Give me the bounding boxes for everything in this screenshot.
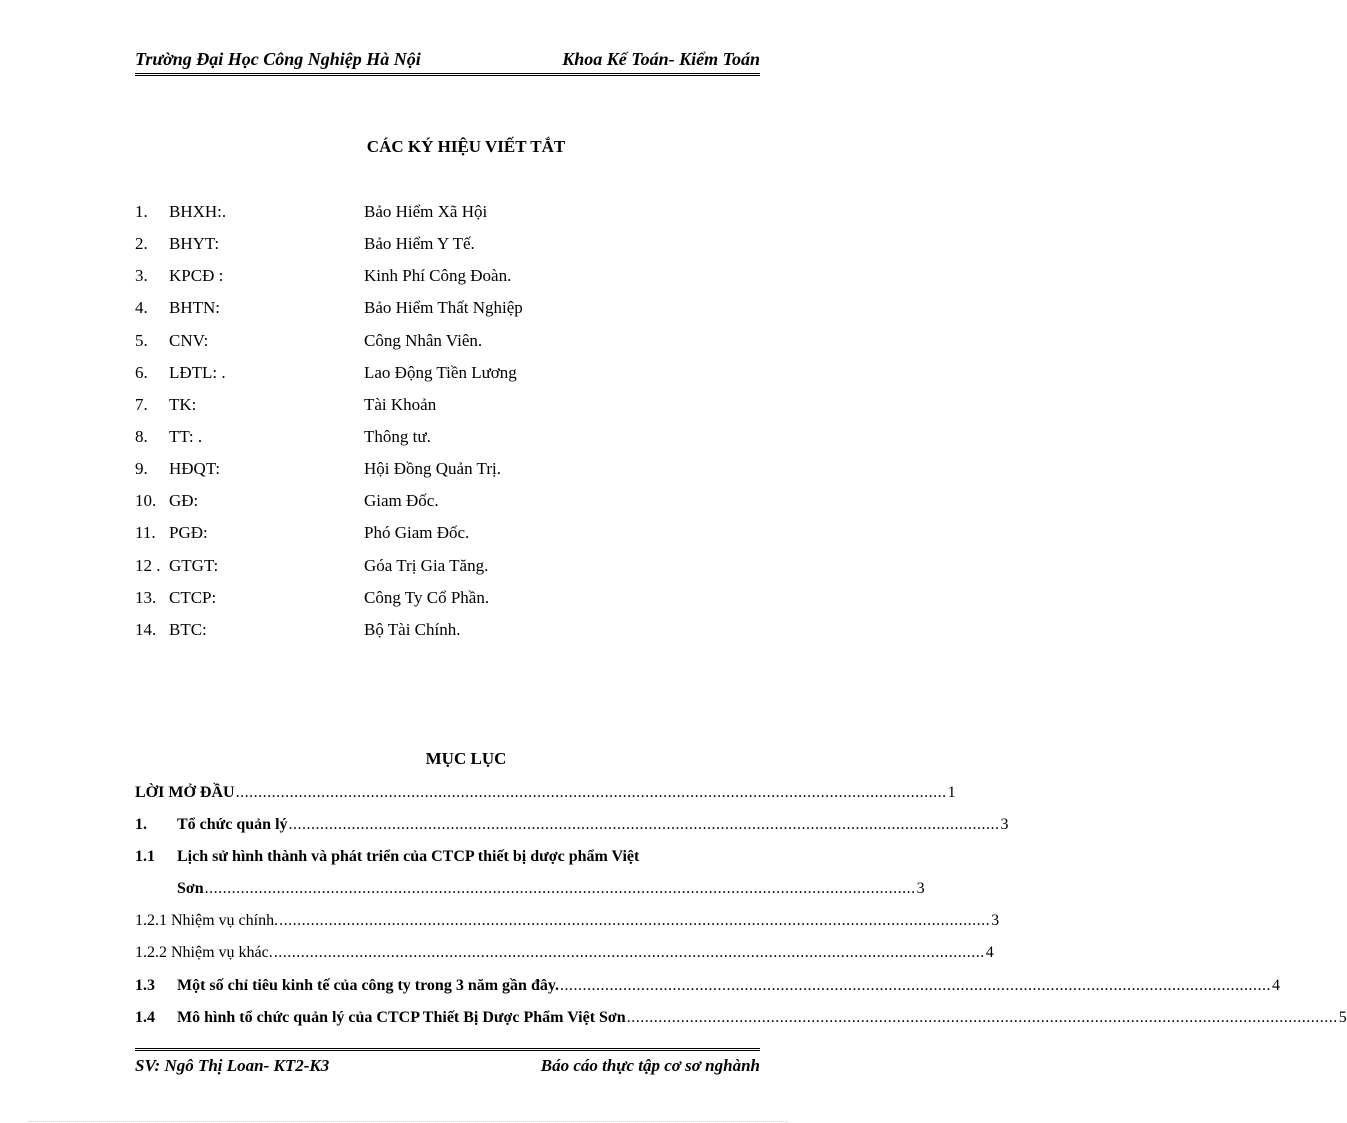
abbreviation-meaning: Kinh Phí Công Đoàn. <box>364 266 512 286</box>
abbreviation-number: 5. <box>135 330 148 350</box>
abbreviation-code: BHYT: <box>169 234 220 254</box>
abbreviation-row <box>135 554 735 586</box>
abbreviation-meaning: Phó Giam Đốc. <box>364 523 470 543</box>
abbreviations-title: CÁC KÝ HIỆU VIẾT TẮT <box>366 137 566 156</box>
abbreviations-list <box>135 200 735 650</box>
page-footer <box>135 1048 760 1079</box>
abbreviation-row <box>135 489 735 521</box>
abbreviation-code: BHTN: <box>169 298 220 318</box>
abbreviation-row <box>135 457 735 489</box>
toc-leader-dots: .............................................................................................................................................................. <box>204 880 916 898</box>
abbreviation-meaning: Bảo Hiểm Y Tế. <box>364 234 475 254</box>
toc-entry-page: 4 <box>1271 976 1280 994</box>
abbreviation-code: LĐTL: . <box>169 362 226 382</box>
abbreviation-meaning: Bảo Hiểm Xã Hội <box>364 202 488 221</box>
abbreviation-meaning: Công Nhân Viên. <box>364 330 483 350</box>
toc-entry-page: 3 <box>916 880 925 898</box>
toc-leader-dots: .............................................................................................................................................................. <box>279 912 991 930</box>
toc-entry[interactable] <box>135 908 1000 940</box>
toc-entry-page: 3 <box>1000 816 1009 834</box>
toc-title: MỤC LỤC <box>425 749 507 768</box>
toc-leader-dots: .............................................................................................................................................................. <box>235 784 947 801</box>
abbreviation-code: TK: <box>169 394 197 414</box>
abbreviation-row <box>135 200 735 232</box>
abbreviation-code: KPCĐ : <box>169 266 224 286</box>
abbreviation-meaning: Thông tư. <box>364 426 431 446</box>
abbreviation-number: 7. <box>135 394 148 414</box>
abbreviation-number: 1. <box>135 202 148 221</box>
abbreviation-number: 3. <box>135 266 148 286</box>
abbreviation-meaning: Góa Trị Gia Tăng. <box>364 555 489 575</box>
toc-entry-page: 5 <box>1338 1008 1347 1026</box>
toc-entry-number: 1. <box>135 816 147 834</box>
toc-entry-page: 1 <box>947 784 956 801</box>
toc-entry-continuation[interactable] <box>135 876 925 908</box>
abbreviation-row <box>135 232 735 264</box>
toc-entry[interactable] <box>135 973 1280 1005</box>
abbreviation-code: PGĐ: <box>169 523 208 543</box>
toc-entry[interactable] <box>135 844 761 876</box>
toc-entry[interactable] <box>135 1005 1347 1037</box>
footer-student-name: SV: Ngô Thị Loan- KT2-K3 <box>135 1056 330 1075</box>
abbreviation-meaning: Công Ty Cổ Phần. <box>364 587 490 607</box>
toc-entry-number: 1.4 <box>135 1008 155 1026</box>
abbreviation-code: BHXH:. <box>169 202 227 221</box>
abbreviation-number: 13. <box>135 587 157 607</box>
abbreviation-row <box>135 393 735 425</box>
footer-report-title: Báo cáo thực tập cơ sơ nghành <box>540 1056 760 1075</box>
abbreviation-meaning: Tài Khoản <box>364 394 437 414</box>
page-header <box>135 47 760 76</box>
toc-entry[interactable] <box>135 780 956 812</box>
abbreviation-row <box>135 264 735 296</box>
abbreviation-number: 6. <box>135 362 148 382</box>
toc-entry-text: Sơn <box>177 880 204 898</box>
abbreviation-number: 14. <box>135 619 157 639</box>
toc-entry-text: Lịch sử hình thành và phát triển của CTCP thiết bị dược phẩm Việt <box>177 848 640 866</box>
toc-entry[interactable] <box>135 812 1009 844</box>
abbreviation-number: 4. <box>135 298 148 318</box>
abbreviation-meaning: Bộ Tài Chính. <box>364 619 461 639</box>
abbreviation-code: CTCP: <box>169 587 217 607</box>
abbreviation-row <box>135 521 735 553</box>
table-of-contents <box>135 780 1347 1037</box>
toc-entry-text: 1.2.1 Nhiệm vụ chính. <box>135 912 279 930</box>
abbreviation-code: CNV: <box>169 330 209 350</box>
abbreviation-meaning: Giam Đốc. <box>364 491 439 511</box>
abbreviation-number: 8. <box>135 426 148 446</box>
toc-entry-number: 1.1 <box>135 848 155 866</box>
toc-leader-dots: .............................................................................................................................................................. <box>626 1008 1338 1026</box>
toc-leader-dots: .............................................................................................................................................................. <box>559 976 1271 994</box>
abbreviation-code: GTGT: <box>169 555 219 575</box>
header-school-name: Trường Đại Học Công Nghiệp Hà Nội <box>135 49 421 69</box>
abbreviation-meaning: Bảo Hiểm Thất Nghiệp <box>364 298 523 318</box>
toc-entry-text: Tổ chức quản lý <box>177 816 288 834</box>
abbreviation-row <box>135 329 735 361</box>
abbreviation-meaning: Hội Đồng Quản Trị. <box>364 459 501 479</box>
abbreviation-row <box>135 296 735 328</box>
abbreviation-code: GĐ: <box>169 491 199 511</box>
abbreviation-code: TT: . <box>169 426 203 446</box>
page-edge-divider <box>28 1121 788 1122</box>
abbreviation-meaning: Lao Động Tiền Lương <box>364 362 517 382</box>
toc-leader-dots: .............................................................................................................................................................. <box>273 944 985 962</box>
abbreviation-row <box>135 586 735 618</box>
abbreviation-number: 11. <box>135 523 156 543</box>
abbreviation-row <box>135 361 735 393</box>
toc-entry-page: 4 <box>985 944 994 962</box>
toc-entry-text: 1.2.2 Nhiệm vụ khác. <box>135 944 273 962</box>
toc-entry-text: Một số chỉ tiêu kinh tế của công ty trong 3 năm gần đây. <box>177 976 559 994</box>
abbreviation-number: 10. <box>135 491 157 511</box>
toc-entry-text: Mô hình tổ chức quản lý của CTCP Thiết Bị Dược Phẩm Việt Sơn <box>177 1008 626 1026</box>
abbreviation-row <box>135 425 735 457</box>
abbreviation-row <box>135 618 735 650</box>
toc-leader-dots: .............................................................................................................................................................. <box>288 816 1000 834</box>
header-faculty-name: Khoa Kế Toán- Kiểm Toán <box>562 49 760 69</box>
toc-entry[interactable] <box>135 940 994 972</box>
abbreviation-code: BTC: <box>169 619 207 639</box>
toc-entry-page: 3 <box>991 912 1000 930</box>
toc-entry-number: 1.3 <box>135 976 155 994</box>
abbreviation-number: 2. <box>135 234 148 254</box>
abbreviation-code: HĐQT: <box>169 459 221 479</box>
abbreviation-number: 12 . <box>135 555 161 575</box>
abbreviation-number: 9. <box>135 459 148 479</box>
toc-entry-text: LỜI MỞ ĐẦU <box>135 784 235 801</box>
